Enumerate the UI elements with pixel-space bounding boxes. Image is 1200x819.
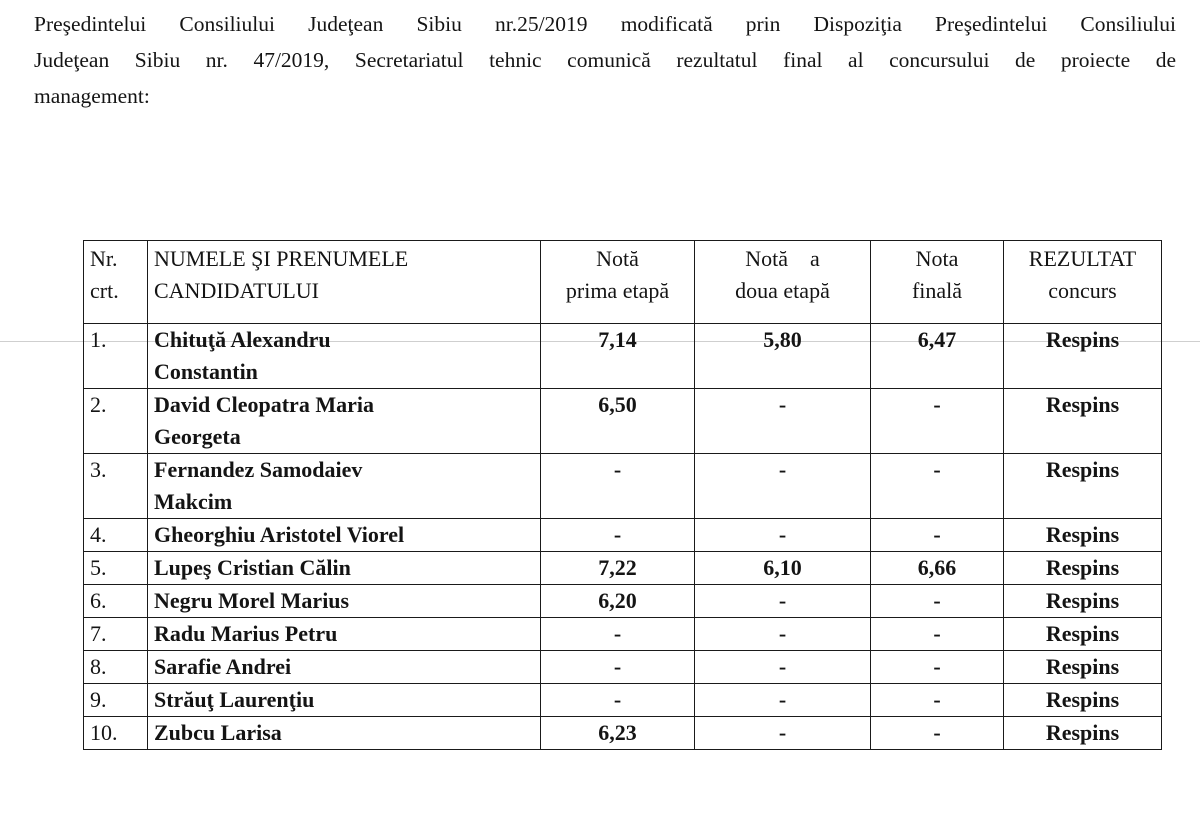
- cell-rezultat: Respins: [1004, 618, 1162, 651]
- cell-nota-doua-etapa: -: [695, 618, 871, 651]
- results-table: [83, 240, 1162, 750]
- cell-rezultat: Respins: [1004, 585, 1162, 618]
- cell-candidate-name: Fernandez Samodaiev Makcim: [148, 454, 541, 519]
- cell-nr: 5.: [84, 552, 148, 585]
- cell-candidate-name: Lupeş Cristian Călin: [148, 552, 541, 585]
- header-nota-prima-etapa: Notă prima etapă: [541, 241, 695, 324]
- intro-line-2: Judeţean Sibiu nr. 47/2019, Secretariatul tehnic comunică rezultatul final al concursului de proiecte de: [34, 48, 1176, 72]
- cell-nr: 2.: [84, 389, 148, 454]
- cell-nota-prima-etapa: -: [541, 618, 695, 651]
- cell-candidate-name: David Cleopatra Maria Georgeta: [148, 389, 541, 454]
- cell-nr: 9.: [84, 684, 148, 717]
- cell-candidate-name: Zubcu Larisa: [148, 717, 541, 750]
- cell-rezultat: Respins: [1004, 684, 1162, 717]
- cell-nota-prima-etapa: -: [541, 651, 695, 684]
- intro-line-3: management:: [34, 84, 150, 108]
- table-row: [84, 454, 1162, 519]
- cell-nota-prima-etapa: 6,50: [541, 389, 695, 454]
- cell-nr: 4.: [84, 519, 148, 552]
- header-name: NUMELE ŞI PRENUMELE CANDIDATULUI: [148, 241, 541, 324]
- cell-nota-doua-etapa: 5,80: [695, 324, 871, 389]
- table-row: [84, 389, 1162, 454]
- cell-nr: 3.: [84, 454, 148, 519]
- cell-nr: 7.: [84, 618, 148, 651]
- cell-rezultat: Respins: [1004, 454, 1162, 519]
- cell-nota-prima-etapa: 6,23: [541, 717, 695, 750]
- table-row: [84, 717, 1162, 750]
- header-nr: Nr. crt.: [84, 241, 148, 324]
- cell-nota-prima-etapa: -: [541, 519, 695, 552]
- cell-nota-doua-etapa: 6,10: [695, 552, 871, 585]
- table-header-row: [84, 241, 1162, 324]
- cell-nota-doua-etapa: -: [695, 651, 871, 684]
- cell-rezultat: Respins: [1004, 519, 1162, 552]
- cell-candidate-name: Negru Morel Marius: [148, 585, 541, 618]
- cell-rezultat: Respins: [1004, 552, 1162, 585]
- cell-rezultat: Respins: [1004, 324, 1162, 389]
- header-nota-finala: Nota finală: [871, 241, 1004, 324]
- cell-candidate-name: Gheorghiu Aristotel Viorel: [148, 519, 541, 552]
- table-row: [84, 651, 1162, 684]
- cell-nr: 1.: [84, 324, 148, 389]
- table-row: [84, 519, 1162, 552]
- table-row: [84, 585, 1162, 618]
- cell-nr: 8.: [84, 651, 148, 684]
- cell-nota-finala: 6,66: [871, 552, 1004, 585]
- table-row: [84, 684, 1162, 717]
- table-row: [84, 552, 1162, 585]
- cell-nota-prima-etapa: -: [541, 684, 695, 717]
- cell-nr: 6.: [84, 585, 148, 618]
- cell-nota-finala: -: [871, 618, 1004, 651]
- cell-nota-finala: -: [871, 684, 1004, 717]
- cell-nota-prima-etapa: -: [541, 454, 695, 519]
- header-rezultat: REZULTAT concurs: [1004, 241, 1162, 324]
- cell-nota-prima-etapa: 7,22: [541, 552, 695, 585]
- cell-candidate-name: Străuţ Laurenţiu: [148, 684, 541, 717]
- intro-paragraph: [34, 6, 1176, 114]
- cell-candidate-name: Sarafie Andrei: [148, 651, 541, 684]
- cell-nr: 10.: [84, 717, 148, 750]
- cell-nota-finala: -: [871, 454, 1004, 519]
- cell-nota-finala: -: [871, 651, 1004, 684]
- cell-nota-finala: 6,47: [871, 324, 1004, 389]
- cell-nota-finala: -: [871, 519, 1004, 552]
- cell-rezultat: Respins: [1004, 389, 1162, 454]
- cell-candidate-name: Radu Marius Petru: [148, 618, 541, 651]
- cell-nota-doua-etapa: -: [695, 717, 871, 750]
- cell-nota-doua-etapa: -: [695, 519, 871, 552]
- table-row: [84, 618, 1162, 651]
- cell-rezultat: Respins: [1004, 717, 1162, 750]
- header-nota-doua-etapa: Notă a doua etapă: [695, 241, 871, 324]
- cell-nota-finala: -: [871, 717, 1004, 750]
- cell-nota-prima-etapa: 7,14: [541, 324, 695, 389]
- cell-nota-prima-etapa: 6,20: [541, 585, 695, 618]
- cell-nota-finala: -: [871, 389, 1004, 454]
- cell-nota-doua-etapa: -: [695, 585, 871, 618]
- table-row: [84, 324, 1162, 389]
- cell-nota-doua-etapa: -: [695, 454, 871, 519]
- cell-nota-doua-etapa: -: [695, 684, 871, 717]
- cell-rezultat: Respins: [1004, 651, 1162, 684]
- cell-nota-doua-etapa: -: [695, 389, 871, 454]
- cell-nota-finala: -: [871, 585, 1004, 618]
- intro-line-1: Preşedintelui Consiliului Judeţean Sibiu nr.25/2019 modificată prin Dispoziţia Preşedintelui Consiliului: [34, 12, 1176, 36]
- cell-candidate-name: Chituţă Alexandru Constantin: [148, 324, 541, 389]
